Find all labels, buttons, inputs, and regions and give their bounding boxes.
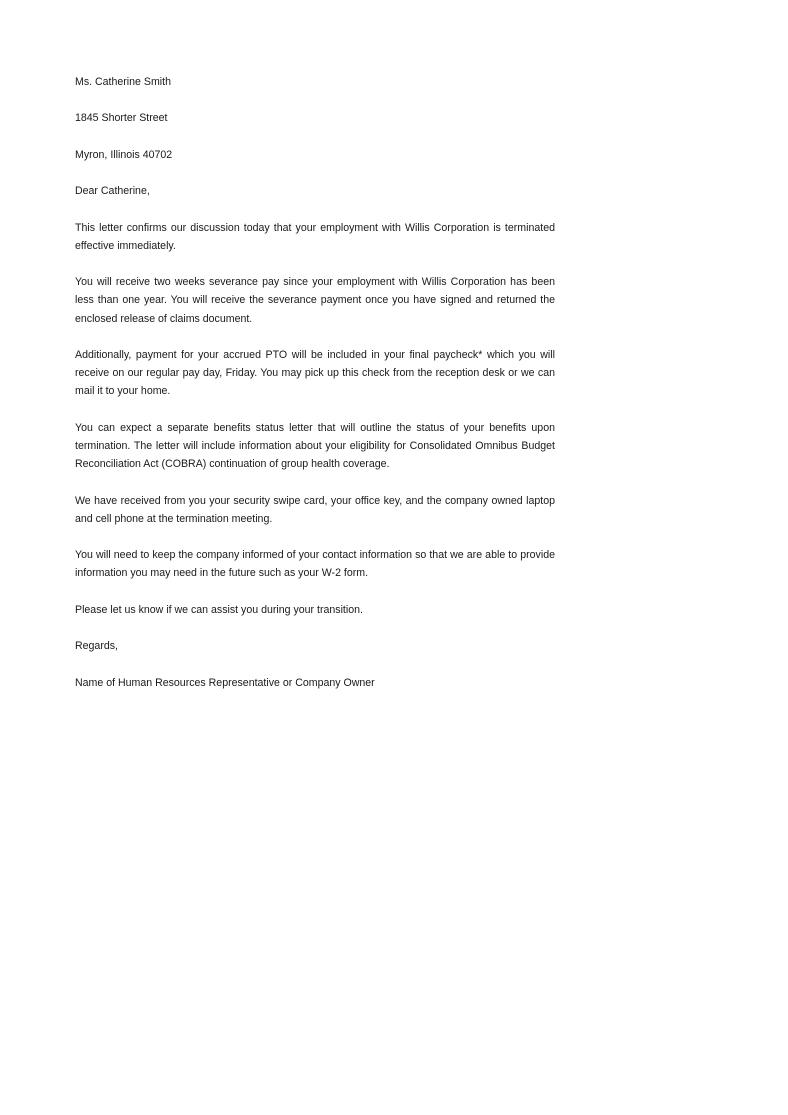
- recipient-city-state-zip: Myron, Illinois 40702: [75, 148, 173, 161]
- paragraph-contact-information: You will need to keep the company informed of your contact information so that we are able to provide information you may need in the future such as your W-2 form.: [75, 549, 555, 580]
- paragraph-severance-pay: You will receive two weeks severance pay since your employment with Willis Corporation has been less than one year. You will receive the severance payment once you have signed and returned the enclosed release of claims document.: [75, 276, 555, 325]
- recipient-name: Ms. Catherine Smith: [75, 76, 171, 88]
- paragraph-returned-property: We have received from you your security swipe card, your office key, and the company owned laptop and cell phone at the termination meeting.: [75, 494, 555, 525]
- recipient-street: 1845 Shorter Street: [75, 112, 168, 125]
- closing: Regards,: [75, 640, 118, 653]
- signature-line: Name of Human Resources Representative or Company Owner: [75, 676, 375, 689]
- salutation: Dear Catherine,: [75, 185, 150, 198]
- paragraph-pto-payment: Additionally, payment for your accrued PTO will be included in your final paycheck* which you will receive on our regular pay day, Friday. You may pick up this check from the reception desk or we can mail it to your home.: [75, 348, 555, 398]
- termination-letter: [75, 73, 555, 710]
- paragraph-termination-confirmation: This letter confirms our discussion today that your employment with Willis Corporation is terminated effective immediately.: [75, 221, 555, 252]
- paragraph-benefits-status: You can expect a separate benefits status letter that will outline the status of your benefits upon termination. The letter will include information about your eligibility for Consolidated Omnibus Budget Reconciliation Act (COBRA) continuation of group health coverage.: [75, 421, 555, 471]
- paragraph-assistance-offer: Please let us know if we can assist you during your transition.: [75, 603, 363, 616]
